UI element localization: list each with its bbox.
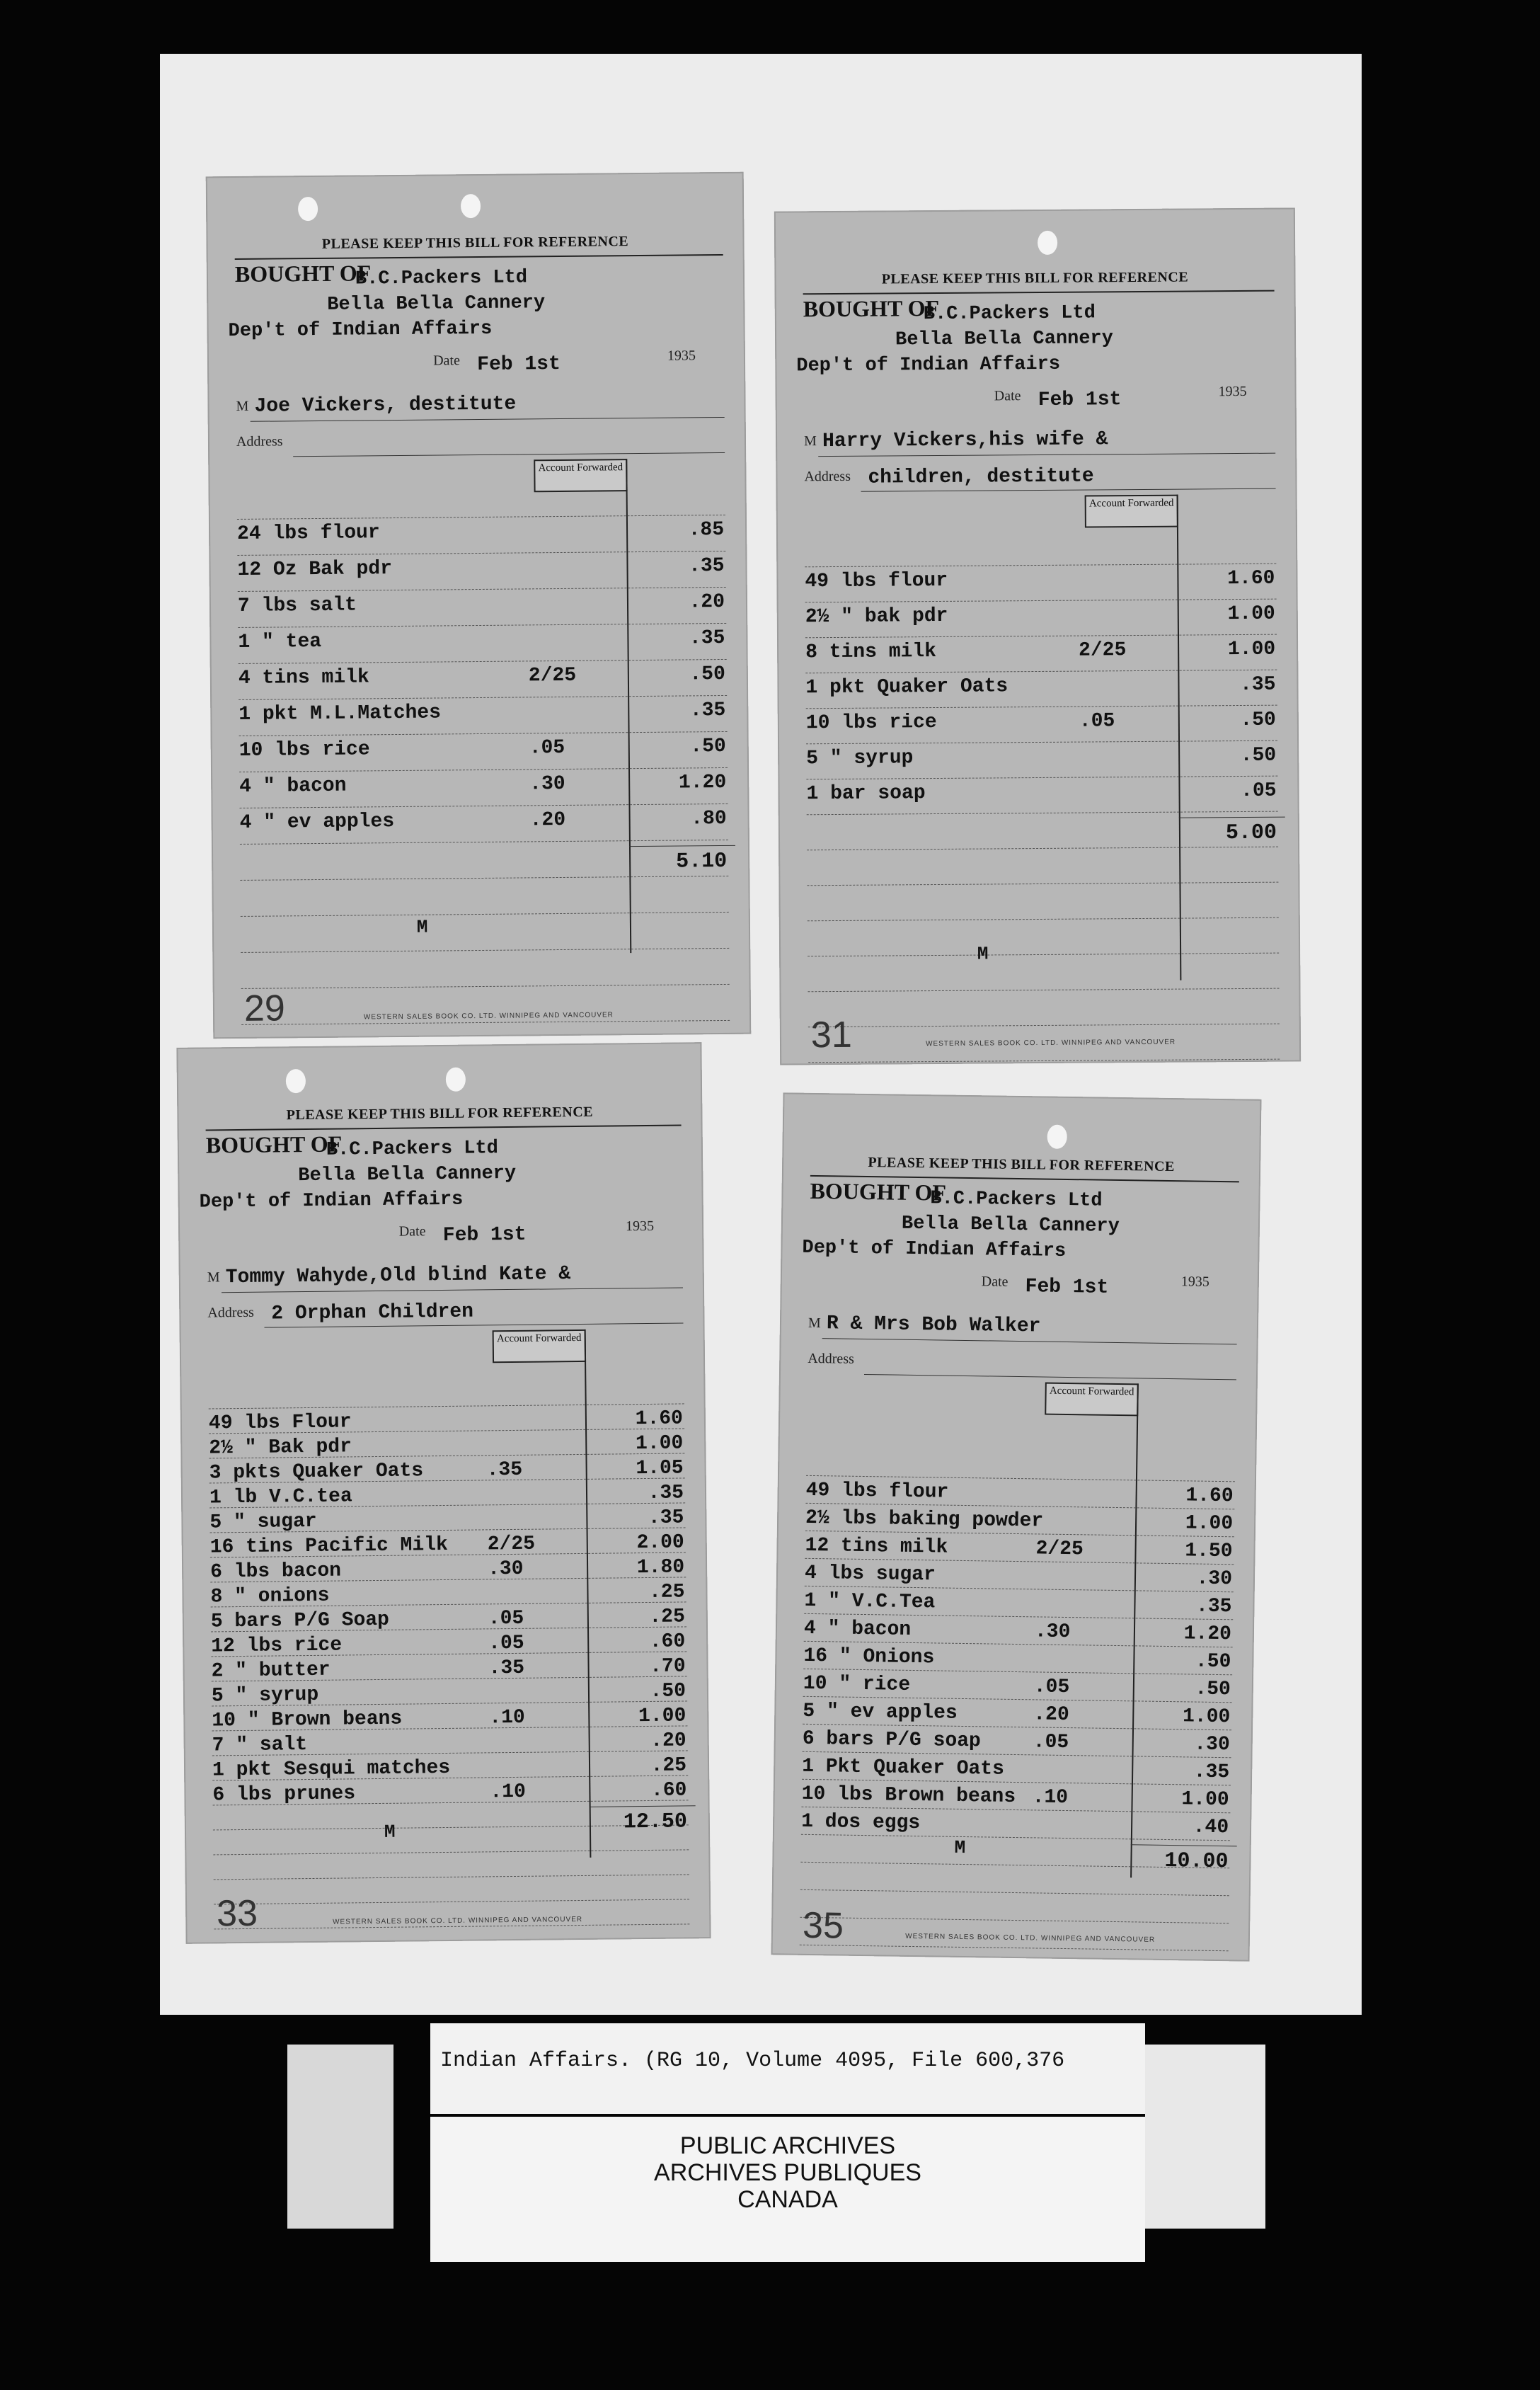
ruled-line <box>800 1917 1229 1923</box>
line-item-amount: .25 <box>650 1754 687 1777</box>
line-item-description: 4 lbs sugar <box>804 1562 936 1586</box>
reference-box <box>430 2023 1145 2114</box>
archive-line-3: CANADA <box>737 2186 838 2213</box>
vendor-name: B.C.Packers Ltd <box>930 1188 1103 1212</box>
line-item-amount: .35 <box>689 627 725 650</box>
line-item-unit-price: .35 <box>486 1458 523 1482</box>
line-item-description: 49 lbs flour <box>805 569 948 593</box>
ruled-line <box>805 670 1277 674</box>
line-item-description: 1 dos eggs <box>800 1810 921 1835</box>
punch-hole <box>298 197 318 221</box>
date-label: Date <box>398 1223 426 1240</box>
ruled-line <box>241 984 730 989</box>
line-item-description: 5 " ev apples <box>803 1700 958 1725</box>
year-label: 1935 <box>625 1218 655 1235</box>
line-item-description: 2½ " Bak pdr <box>209 1436 352 1460</box>
line-item-amount: .35 <box>648 1506 684 1529</box>
ruled-line <box>806 776 1277 780</box>
line-item-unit-price: .05 <box>1033 1731 1069 1754</box>
line-item-amount: 2.00 <box>636 1531 684 1555</box>
bill-number: 31 <box>810 1014 852 1056</box>
line-item-description: 4 " bacon <box>239 774 347 798</box>
line-item-amount: .30 <box>1194 1733 1230 1756</box>
line-item-amount: 1.00 <box>1227 602 1275 626</box>
line-item-amount: .50 <box>1240 709 1276 732</box>
line-item-description: 6 lbs prunes <box>212 1783 356 1807</box>
vendor-location: Bella Bella Cannery <box>327 292 546 316</box>
line-item-unit-price: .30 <box>487 1557 524 1581</box>
printer-imprint: WESTERN SALES BOOK CO. LTD. WINNIPEG AND VANCOUVER <box>926 1038 1176 1048</box>
total-rule <box>1131 1844 1237 1846</box>
ruled-line <box>808 988 1279 993</box>
archive-label <box>430 2117 1145 2262</box>
line-item-amount: .40 <box>1193 1816 1229 1839</box>
bought-of-label: BOUGHT OF <box>234 260 372 287</box>
ruled-line <box>800 1889 1229 1896</box>
vendor-name: B.C.Packers Ltd <box>923 302 1096 326</box>
ruled-line <box>241 948 729 953</box>
line-item-unit-price: .35 <box>488 1657 525 1680</box>
line-item-description: 49 lbs flour <box>805 1479 949 1504</box>
line-item-unit-price: .05 <box>1079 710 1115 733</box>
line-item-amount: 1.00 <box>1227 638 1276 661</box>
line-item-amount: 1.00 <box>1181 1788 1229 1812</box>
vendor-name: B.C.Packers Ltd <box>355 267 528 290</box>
line-item-description: 4 tins milk <box>238 666 369 690</box>
line-item-description: 12 lbs rice <box>211 1634 343 1658</box>
account-name: Dep't of Indian Affairs <box>199 1189 464 1213</box>
bill-slip <box>774 207 1301 1065</box>
amount-column-rule <box>1177 495 1182 980</box>
ruled-line <box>808 917 1279 922</box>
line-item-description: 7 " salt <box>212 1734 308 1757</box>
customer-rule <box>222 1287 683 1293</box>
year-label: 1935 <box>1218 383 1247 400</box>
line-item-unit-price: 2/25 <box>528 664 577 687</box>
account-name: Dep't of Indian Affairs <box>228 318 493 343</box>
line-item-description: 10 lbs rice <box>239 738 370 762</box>
line-item-amount: 1.00 <box>638 1705 686 1728</box>
address-label: Address <box>207 1304 254 1321</box>
ruled-line <box>240 840 728 845</box>
account-name: Dep't of Indian Affairs <box>796 353 1061 377</box>
line-item-unit-price: .30 <box>529 772 565 796</box>
line-item-unit-price: 2/25 <box>1079 639 1127 662</box>
line-item-description: 4 " ev apples <box>239 811 395 834</box>
bill-date: Feb 1st <box>1038 389 1122 411</box>
line-item-description: 4 " bacon <box>803 1617 912 1641</box>
date-label: Date <box>981 1274 1009 1290</box>
line-item-amount: .35 <box>648 1482 684 1504</box>
line-item-description: 5 bars P/G Soap <box>210 1608 390 1633</box>
line-item-amount: .20 <box>650 1729 686 1752</box>
customer-name: Harry Vickers,his wife & <box>822 428 1108 453</box>
bill-slip <box>206 172 752 1039</box>
line-item-unit-price: .10 <box>490 1780 527 1804</box>
line-item-amount: .50 <box>690 735 726 758</box>
ruled-line <box>805 599 1277 603</box>
line-item-amount: .35 <box>1193 1761 1230 1784</box>
address-label: Address <box>804 468 851 485</box>
line-item-description: 2 " butter <box>211 1659 331 1683</box>
line-item-amount: 1.00 <box>1182 1705 1231 1729</box>
line-item-amount: .50 <box>1240 744 1277 767</box>
line-item-description: 7 lbs salt <box>237 594 357 617</box>
line-item-unit-price: .05 <box>488 1607 524 1630</box>
line-item-amount: .50 <box>1195 1650 1231 1674</box>
customer-label: M <box>207 1269 220 1286</box>
ruled-line <box>806 705 1277 709</box>
account-forwarded-box: Account Forwarded <box>1085 495 1178 528</box>
line-item-amount: .30 <box>1196 1567 1233 1591</box>
bill-total: 5.10 <box>676 849 728 874</box>
line-item-description: 1 " V.C.Tea <box>804 1589 936 1614</box>
line-item-amount: 1.05 <box>636 1457 684 1480</box>
line-item-description: 12 Oz Bak pdr <box>237 558 393 581</box>
ruled-line <box>213 1849 689 1855</box>
bill-slip <box>771 1092 1262 1961</box>
line-item-amount: 1.00 <box>635 1432 684 1456</box>
line-item-amount: .60 <box>650 1779 687 1802</box>
line-item-description: 8 " onions <box>210 1584 330 1608</box>
header-rule <box>803 290 1275 295</box>
ruled-line <box>808 1024 1280 1028</box>
total-rule <box>1179 817 1285 818</box>
keep-bill-notice: PLEASE KEEP THIS BILL FOR REFERENCE <box>321 234 629 252</box>
line-item-description: 1 pkt Sesqui matches <box>212 1756 451 1782</box>
customer-address: children, destitute <box>868 465 1094 489</box>
printer-imprint: WESTERN SALES BOOK CO. LTD. WINNIPEG AND VANCOUVER <box>905 1932 1156 1944</box>
ruled-line <box>805 634 1277 639</box>
line-item-amount: .35 <box>688 554 725 578</box>
date-label: Date <box>433 353 461 369</box>
ruled-line <box>240 876 728 881</box>
keep-bill-notice: PLEASE KEEP THIS BILL FOR REFERENCE <box>881 269 1189 287</box>
customer-rule <box>818 453 1275 457</box>
line-item-description: 6 lbs bacon <box>209 1560 342 1584</box>
line-item-description: 12 tins milk <box>805 1534 948 1559</box>
bill-total: 12.50 <box>623 1809 688 1835</box>
bill-total: 5.00 <box>1225 821 1277 846</box>
vendor-location: Bella Bella Cannery <box>298 1162 517 1187</box>
line-item-amount: 1.20 <box>678 771 727 794</box>
account-name: Dep't of Indian Affairs <box>802 1237 1067 1262</box>
line-item-unit-price: .10 <box>489 1706 525 1729</box>
bill-date: Feb 1st <box>477 353 561 377</box>
line-item-amount: .35 <box>689 699 726 722</box>
line-item-amount: .50 <box>650 1680 686 1703</box>
ruled-line <box>241 1020 730 1025</box>
signature-mark: M <box>977 943 989 965</box>
line-item-description: 10 lbs rice <box>805 711 937 735</box>
line-item-description: 5 " syrup <box>806 747 914 770</box>
customer-address: 2 Orphan Children <box>271 1300 474 1325</box>
date-label: Date <box>994 388 1021 404</box>
archive-line-1: PUBLIC ARCHIVES <box>679 2132 896 2159</box>
address-rule <box>861 488 1276 492</box>
bill-number: 29 <box>243 988 286 1029</box>
ruled-line <box>800 1945 1229 1951</box>
keep-bill-notice: PLEASE KEEP THIS BILL FOR REFERENCE <box>868 1155 1175 1175</box>
signature-mark: M <box>416 916 428 938</box>
year-label: 1935 <box>1180 1274 1210 1290</box>
bill-number: 33 <box>216 1892 258 1935</box>
line-item-amount: .50 <box>1195 1678 1231 1701</box>
address-label: Address <box>236 433 283 450</box>
mount-strip-left <box>287 2045 393 2229</box>
line-item-unit-price: .10 <box>1032 1786 1069 1809</box>
line-item-unit-price: 2/25 <box>487 1533 536 1556</box>
line-item-amount: .25 <box>648 1581 685 1603</box>
line-item-description: 1 pkt Quaker Oats <box>805 675 1009 699</box>
line-item-unit-price: .30 <box>1034 1620 1071 1644</box>
line-item-unit-price: .05 <box>488 1632 524 1655</box>
line-item-amount: .70 <box>650 1655 686 1678</box>
punch-hole <box>461 194 481 218</box>
line-item-amount: .35 <box>1195 1595 1232 1618</box>
customer-name: Tommy Wahyde,Old blind Kate & <box>225 1263 571 1289</box>
bought-of-label: BOUGHT OF <box>205 1131 343 1158</box>
line-item-description: 2½ " bak pdr <box>805 605 948 629</box>
customer-name: R & Mrs Bob Walker <box>826 1313 1041 1338</box>
line-item-unit-price: .05 <box>1033 1676 1070 1699</box>
punch-hole <box>1038 231 1057 255</box>
line-item-unit-price: .20 <box>529 808 566 832</box>
ruled-line <box>808 953 1279 957</box>
bill-date: Feb 1st <box>1025 1276 1109 1299</box>
line-item-description: 10 lbs Brown beans <box>801 1783 1016 1809</box>
line-item-amount: 1.60 <box>1227 567 1275 590</box>
address-label: Address <box>808 1350 854 1367</box>
line-item-amount: .85 <box>688 518 725 542</box>
vendor-location: Bella Bella Cannery <box>895 328 1114 351</box>
line-item-description: 1 lb V.C.tea <box>209 1485 352 1509</box>
line-item-description: 49 lbs Flour <box>208 1411 352 1435</box>
line-item-amount: 1.60 <box>635 1407 684 1431</box>
line-item-amount: .50 <box>689 663 725 686</box>
line-item-description: 10 " rice <box>803 1672 911 1696</box>
line-item-description: 10 " Brown beans <box>212 1708 403 1732</box>
line-item-unit-price: .20 <box>1033 1703 1069 1727</box>
line-item-amount: 1.60 <box>1185 1485 1234 1508</box>
bill-date: Feb 1st <box>442 1223 527 1247</box>
line-item-description: 1 " tea <box>238 630 322 653</box>
bill-slip <box>176 1042 711 1944</box>
line-item-description: 3 pkts Quaker Oats <box>209 1460 424 1485</box>
line-item-description: 1 bar soap <box>806 782 926 806</box>
reference-text: Indian Affairs. (RG 10, Volume 4095, File 600,376 <box>440 2049 1065 2073</box>
address-rule <box>293 452 725 457</box>
signature-mark: M <box>954 1836 966 1859</box>
line-item-description: 5 " sugar <box>209 1510 317 1534</box>
line-item-amount: .35 <box>1239 673 1276 697</box>
mount-strip-right <box>1145 2045 1265 2229</box>
total-rule <box>629 845 735 847</box>
line-item-description: 24 lbs flour <box>236 522 380 545</box>
total-rule <box>590 1805 696 1807</box>
ruled-line <box>214 1874 689 1880</box>
customer-label: M <box>236 398 249 414</box>
printer-imprint: WESTERN SALES BOOK CO. LTD. WINNIPEG AND VANCOUVER <box>363 1011 614 1022</box>
punch-hole <box>1047 1125 1067 1149</box>
account-forwarded-box: Account Forwarded <box>493 1330 586 1363</box>
vendor-name: B.C.Packers Ltd <box>326 1138 499 1161</box>
line-item-description: 5 " syrup <box>211 1683 319 1708</box>
line-item-description: 6 bars P/G soap <box>802 1727 982 1753</box>
line-item-amount: .60 <box>649 1630 686 1653</box>
customer-name: Joe Vickers, destitute <box>254 393 517 418</box>
line-item-amount: 1.50 <box>1185 1540 1233 1563</box>
line-item-amount: 1.20 <box>1183 1623 1232 1646</box>
archive-line-2: ARCHIVES PUBLIQUES <box>654 2159 921 2186</box>
line-item-amount: 1.00 <box>1185 1512 1234 1536</box>
ruled-line <box>807 882 1278 886</box>
vendor-location: Bella Bella Cannery <box>901 1213 1120 1237</box>
account-forwarded-box: Account Forwarded <box>534 459 627 492</box>
punch-hole <box>446 1068 466 1092</box>
punch-hole <box>286 1069 306 1093</box>
year-label: 1935 <box>667 348 696 364</box>
line-item-amount: .05 <box>1241 779 1277 803</box>
bill-number: 35 <box>802 1904 844 1947</box>
line-item-amount: .20 <box>689 590 725 614</box>
bought-of-label: BOUGHT OF <box>810 1177 947 1206</box>
customer-label: M <box>803 433 817 450</box>
printer-imprint: WESTERN SALES BOOK CO. LTD. WINNIPEG AND VANCOUVER <box>333 1915 583 1926</box>
amount-column-rule <box>626 459 631 953</box>
line-item-description: 2½ lbs baking powder <box>805 1506 1044 1533</box>
ruled-line <box>806 741 1277 745</box>
header-rule <box>206 1124 682 1131</box>
address-rule <box>864 1374 1236 1380</box>
line-item-description: 8 tins milk <box>805 640 937 664</box>
keep-bill-notice: PLEASE KEEP THIS BILL FOR REFERENCE <box>286 1104 594 1123</box>
bill-total: 10.00 <box>1164 1848 1229 1875</box>
line-item-description: 16 " Onions <box>803 1645 935 1669</box>
account-forwarded-box: Account Forwarded <box>1045 1383 1139 1417</box>
ruled-line <box>807 811 1278 816</box>
customer-rule <box>822 1338 1237 1344</box>
line-item-unit-price: 2/25 <box>1035 1538 1084 1561</box>
ruled-line <box>241 912 729 917</box>
line-item-unit-price: .05 <box>529 736 565 760</box>
line-item-description: 1 Pkt Quaker Oats <box>802 1755 1005 1780</box>
ruled-line <box>807 847 1278 851</box>
line-item-description: 16 tins Pacific Milk <box>209 1533 448 1559</box>
ruled-line <box>805 564 1276 568</box>
line-item-amount: 1.80 <box>636 1556 685 1579</box>
line-item-amount: .80 <box>691 807 727 830</box>
ruled-line <box>214 1899 689 1904</box>
bought-of-label: BOUGHT OF <box>803 295 940 322</box>
customer-rule <box>251 417 725 422</box>
line-item-description: 1 pkt M.L.Matches <box>239 702 442 726</box>
line-item-amount: .25 <box>649 1606 686 1628</box>
signature-mark: M <box>384 1821 396 1843</box>
header-rule <box>235 254 723 260</box>
customer-label: M <box>808 1315 821 1332</box>
